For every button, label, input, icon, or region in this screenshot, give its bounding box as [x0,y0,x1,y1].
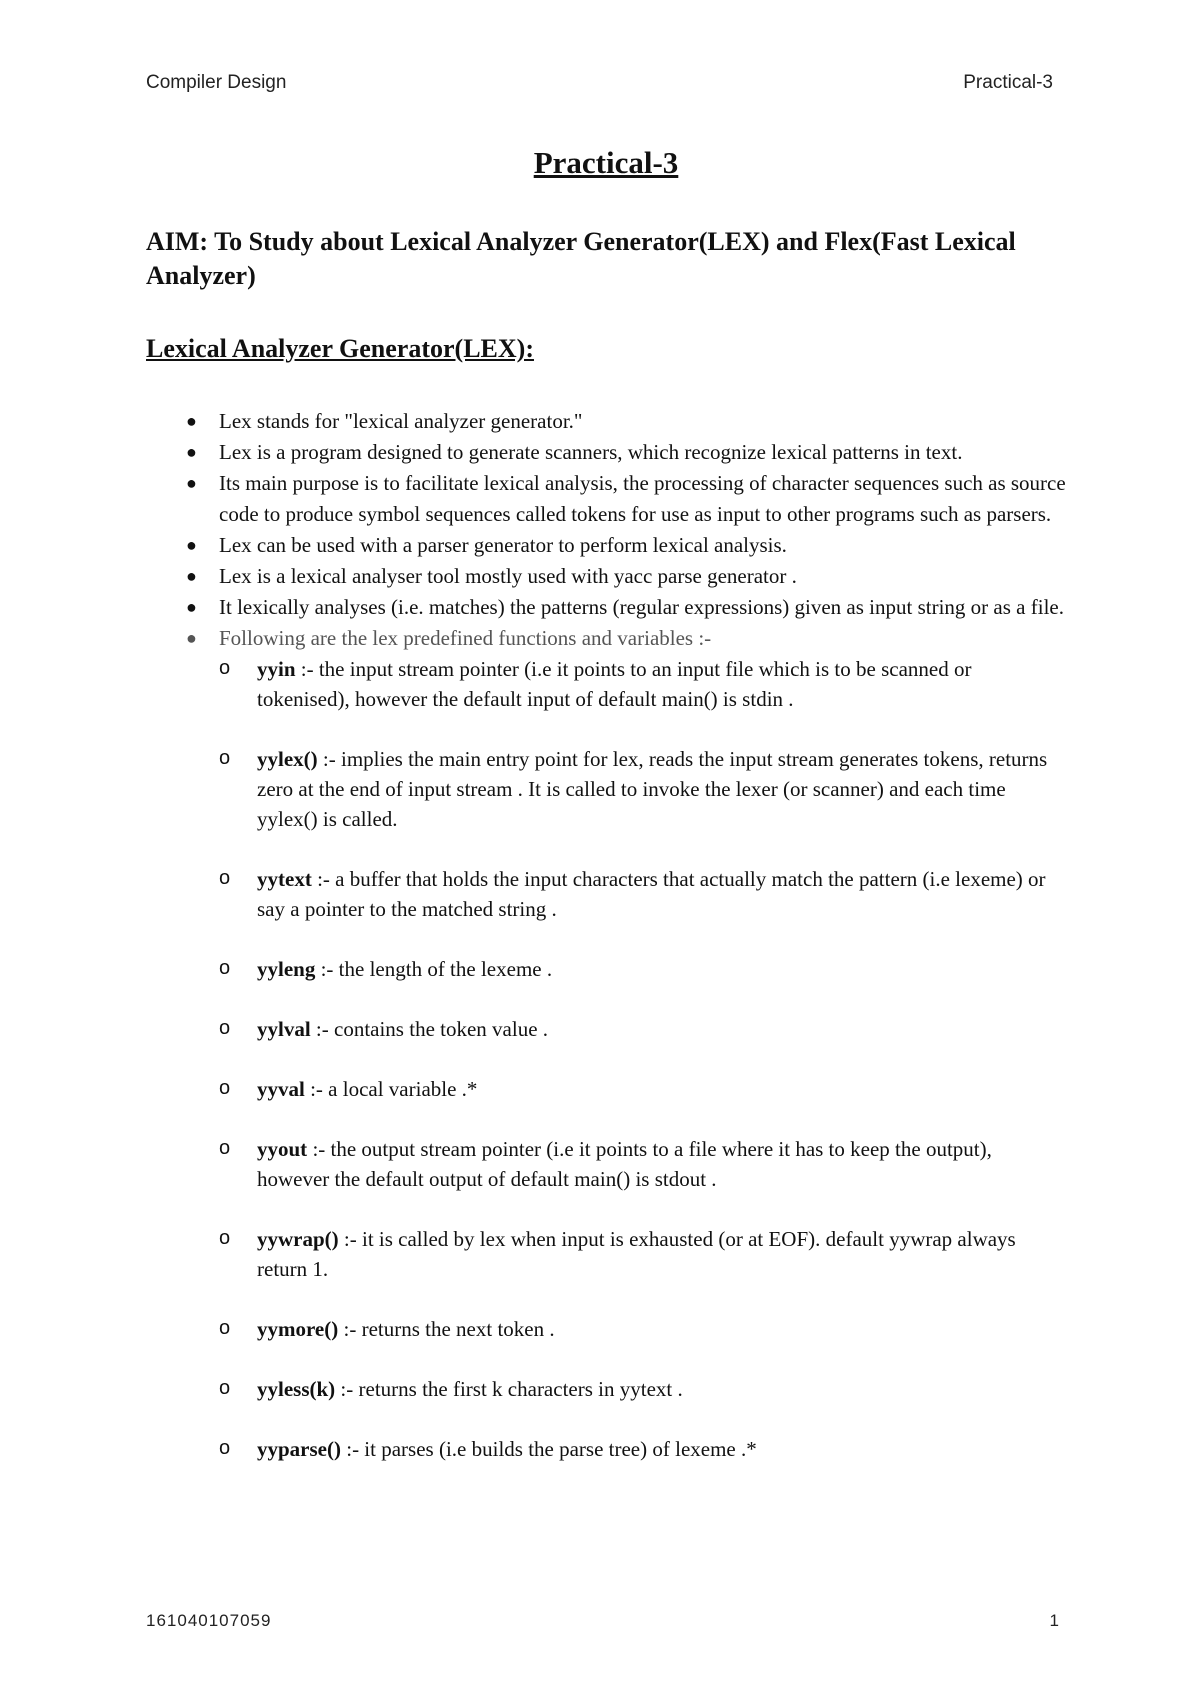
aim-statement: AIM: To Study about Lexical Analyzer Generator(LEX) and Flex(Fast Lexical Analyzer) [146,227,1016,290]
circle-bullet-icon: o [219,1017,231,1039]
function-item [219,1434,1066,1464]
function-item [219,1314,1066,1344]
function-desc: :- the input stream pointer (i.e it points to an input file which is to be scanned or tokenised), however the default input of default main() is stdin . [257,657,972,711]
function-item [219,744,1066,834]
bullet-icon: ● [186,473,197,493]
function-term: yytext [257,867,312,891]
function-list [219,654,1066,1464]
list-item-text: Lex is a program designed to generate scanners, which recognize lexical patterns in text. [219,440,963,464]
circle-bullet-icon: o [219,747,231,769]
list-item-text: It lexically analyses (i.e. matches) the patterns (regular expressions) given as input string or as a file. [219,595,1064,619]
bullet-icon: ● [186,442,197,462]
function-desc: :- it parses (i.e builds the parse tree) of lexeme .* [340,1437,757,1461]
circle-bullet-icon: o [219,1227,231,1249]
function-item [219,864,1066,924]
page-title: Practical-3 [533,145,679,180]
function-term: yymore() [257,1317,339,1341]
bullet-icon: ● [186,411,197,431]
list-item [146,437,1066,468]
page-header-right: Practical-3 [963,72,1053,93]
list-item [146,530,1066,561]
circle-bullet-icon: o [219,657,231,679]
circle-bullet-icon: o [219,1077,231,1099]
list-item-text: Following are the lex predefined functions and variables :- [219,626,712,650]
function-desc: :- the length of the lexeme . [315,957,553,981]
function-term: yywrap() [257,1227,339,1251]
function-term: yyval [257,1077,305,1101]
list-item-text: Lex can be used with a parser generator to perform lexical analysis. [219,533,787,557]
function-term: yyleng [257,957,316,981]
circle-bullet-icon: o [219,1377,231,1399]
function-item [219,1014,1066,1044]
function-term: yyout [257,1137,308,1161]
list-item [146,406,1066,437]
circle-bullet-icon: o [219,1137,231,1159]
circle-bullet-icon: o [219,1437,231,1459]
bullet-list [146,406,1066,1464]
function-item [219,654,1066,714]
page-number: 1 [1049,1611,1060,1630]
page-footer-left: 161040107059 [146,1611,272,1630]
bullet-icon: ● [186,628,197,648]
list-item-text: Lex stands for "lexical analyzer generator." [219,409,583,433]
function-item [219,1224,1066,1284]
list-item [146,468,1066,530]
function-desc: :- a buffer that holds the input characters that actually match the pattern (i.e lexeme) or say a pointer to the matched string . [257,867,1046,921]
bullet-icon: ● [186,566,197,586]
function-desc: :- the output stream pointer (i.e it points to a file where it has to keep the output), however the default output of default main() is stdout . [257,1137,992,1191]
function-item [219,1074,1066,1104]
list-item [146,592,1066,623]
list-item [146,561,1066,592]
function-term: yyless(k) [257,1377,336,1401]
function-item [219,1374,1066,1404]
function-desc: :- it is called by lex when input is exhausted (or at EOF). default yywrap always return 1. [257,1227,1016,1281]
function-desc: :- implies the main entry point for lex, reads the input stream generates tokens, returns zero at the end of input stream . It is called to invoke the lexer (or scanner) and each time yylex() is called. [257,747,1048,831]
function-item [219,954,1066,984]
bullet-icon: ● [186,535,197,555]
function-desc: :- a local variable .* [304,1077,478,1101]
list-item-text: Lex is a lexical analyser tool mostly used with yacc parse generator . [219,564,797,588]
function-term: yylex() [257,747,318,771]
section-heading: Lexical Analyzer Generator(LEX): [146,334,534,363]
function-desc: :- returns the next token . [338,1317,555,1341]
list-item [146,623,1066,1464]
list-item-text: Its main purpose is to facilitate lexical analysis, the processing of character sequences such as source code to produce symbol sequences called tokens for use as input to other programs such as parsers. [219,471,1066,526]
function-term: yylval [257,1017,311,1041]
circle-bullet-icon: o [219,1317,231,1339]
circle-bullet-icon: o [219,867,231,889]
function-term: yyparse() [257,1437,341,1461]
bullet-icon: ● [186,597,197,617]
function-desc: :- returns the first k characters in yytext . [335,1377,683,1401]
function-item [219,1134,1066,1194]
page-header-left: Compiler Design [146,72,287,93]
function-term: yyin [257,657,296,681]
function-desc: :- contains the token value . [310,1017,549,1041]
circle-bullet-icon: o [219,957,231,979]
